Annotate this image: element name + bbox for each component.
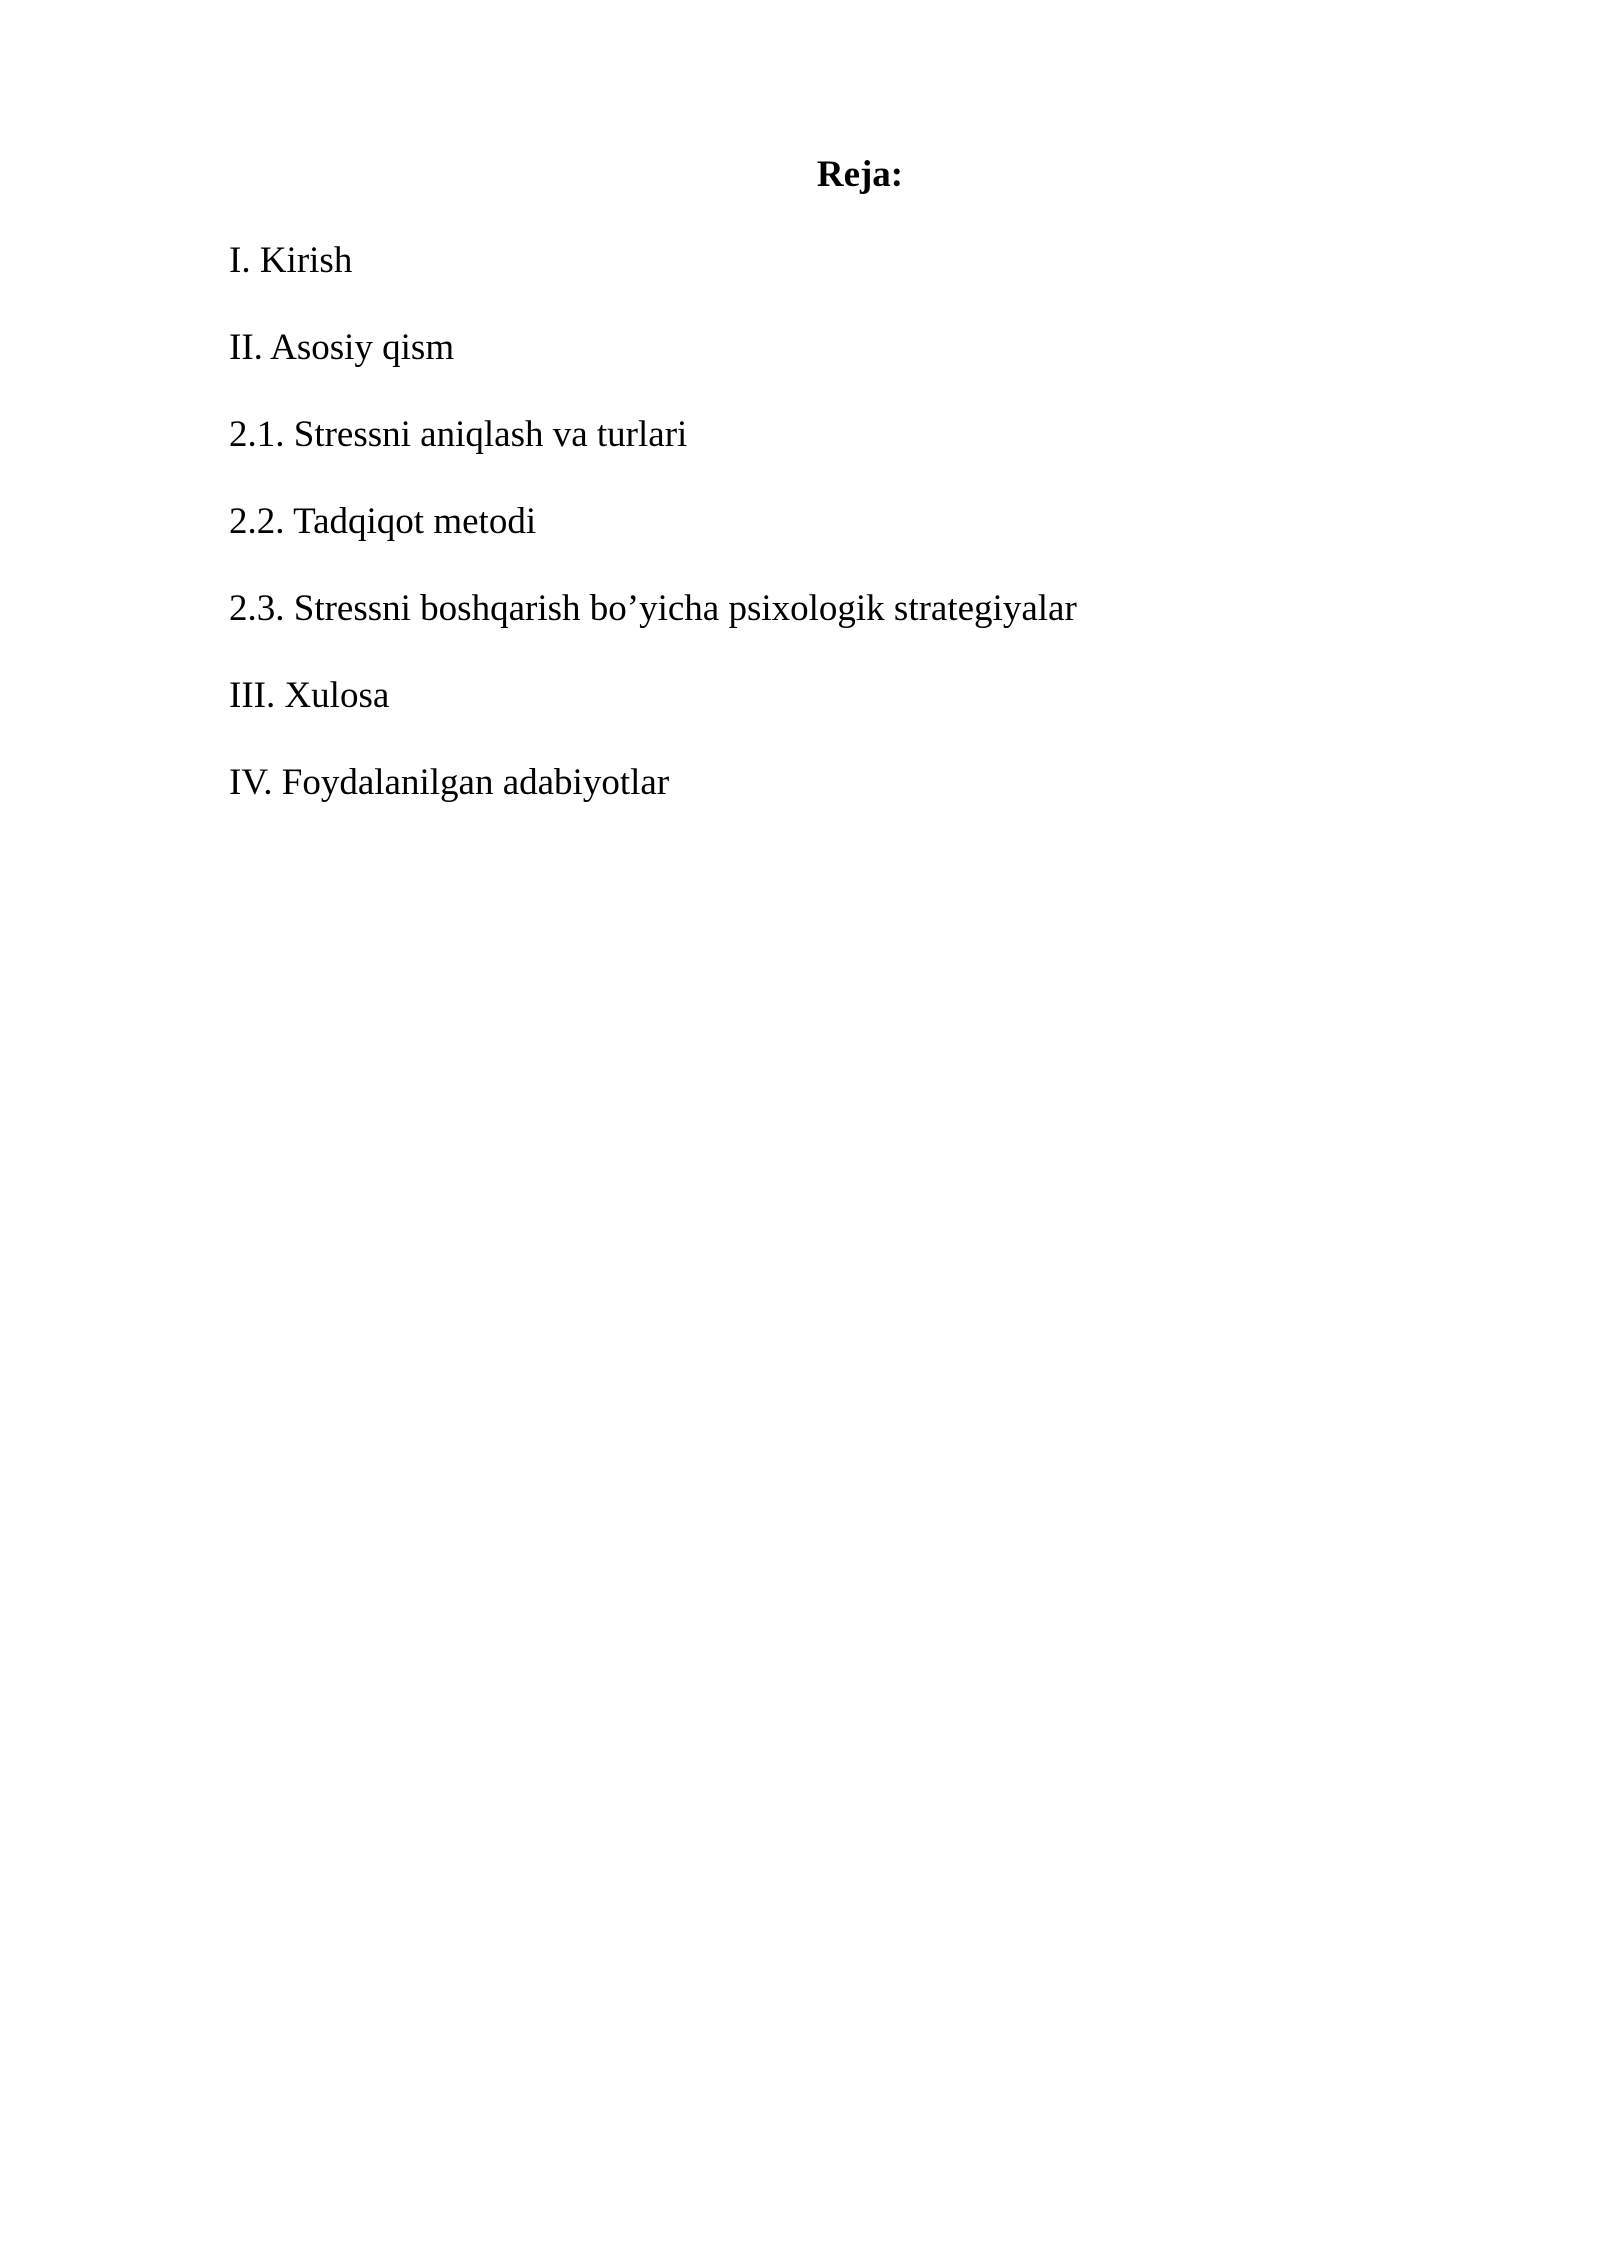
page-title: Reja:	[816, 154, 904, 195]
toc-item-kirish: I. Kirish	[229, 240, 353, 281]
toc-item-xulosa: III. Xulosa	[229, 675, 390, 716]
table-of-contents	[229, 236, 1077, 845]
toc-item-2-2: 2.2. Tadqiqot metodi	[229, 501, 537, 542]
toc-item-2-1: 2.1. Stressni aniqlash va turlari	[229, 414, 688, 455]
toc-item-asosiy-qism: II. Asosiy qism	[229, 327, 455, 368]
toc-item-2-3: 2.3. Stressni boshqarish bo’yicha psixologik strategiyalar	[229, 588, 1077, 629]
toc-item-adabiyotlar: IV. Foydalanilgan adabiyotlar	[229, 762, 670, 803]
